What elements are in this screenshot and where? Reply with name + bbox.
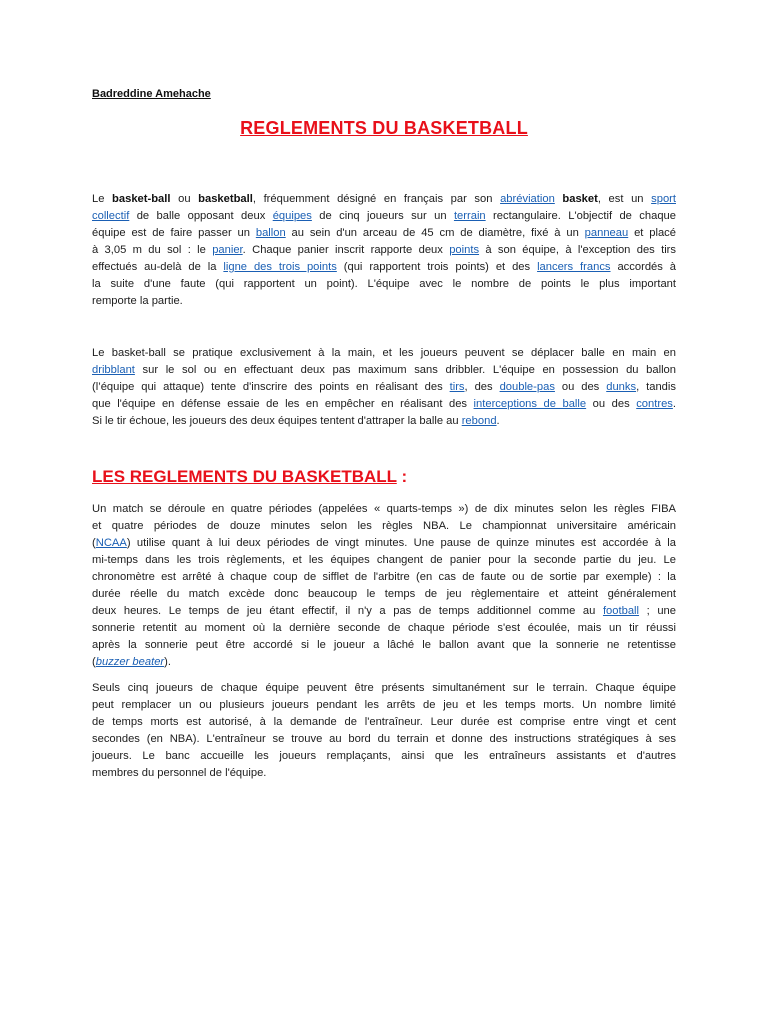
text-line: membres du personnel de l'équipe. bbox=[92, 767, 267, 779]
link-football[interactable]: football bbox=[602, 605, 640, 617]
players-paragraph bbox=[92, 680, 676, 782]
link-ballon[interactable]: ballon bbox=[255, 227, 286, 239]
intro-paragraph bbox=[92, 191, 676, 310]
text-line: Un match se déroule en quatre périodes (appelées « quarts-temps ») de dix minutes selon les règles FIBA bbox=[92, 503, 676, 515]
text-line: joueurs. Le banc accueille les joueurs remplaçants, ainsi que les entraîneurs assistants et d'autres bbox=[92, 750, 676, 762]
link-dunks[interactable]: dunks bbox=[606, 381, 637, 393]
text-line: à 3,05 m du sol : le panier. Chaque panier inscrit rapporte deux points à son équipe, à l'exception des tirs bbox=[92, 244, 676, 256]
link-points[interactable]: points bbox=[449, 244, 480, 256]
link-interceptions[interactable]: interceptions de balle bbox=[473, 398, 587, 410]
link-abreviation[interactable]: abréviation bbox=[500, 193, 555, 205]
text-line: durée réelle du match excède donc beaucoup le temps de jeu règlementaire et atteint généralement bbox=[92, 588, 676, 600]
text-line: Si le tir échoue, les joueurs des deux équipes tentent d'attraper la balle au rebond. bbox=[92, 415, 500, 427]
text-line: sonnerie retentit au moment où la dernière seconde de chaque période s'est écoulée, mais un tir réussi bbox=[92, 622, 676, 634]
text-line: secondes (en NBA). L'entraîneur se trouve au bord du terrain et donne des instructions stratégiques à ses bbox=[92, 733, 676, 745]
link-tirs[interactable]: tirs bbox=[449, 381, 465, 393]
text-line: effectués au-delà de la ligne des trois points (qui rapportent trois points) et des lancers francs accordés à bbox=[92, 261, 677, 273]
link-buzzer-beater[interactable]: buzzer beater bbox=[95, 656, 165, 668]
text-line: Seuls cinq joueurs de chaque équipe peuvent être présents simultanément sur le terrain. Chaque équipe bbox=[92, 682, 676, 694]
link-contres[interactable]: contres bbox=[636, 398, 673, 410]
link-lancers-francs[interactable]: lancers francs bbox=[537, 261, 611, 273]
text-line: et quatre périodes de douze minutes selon les règles NBA. Le championnat universitaire américain bbox=[92, 520, 676, 532]
text-line: la suite d'une faute (qui rapportent un point). L'équipe avec le nombre de points le plus important bbox=[92, 278, 676, 290]
section-heading: LES REGLEMENTS DU BASKETBALL : bbox=[92, 467, 408, 486]
author-name: Badreddine Amehache bbox=[92, 88, 211, 100]
link-dribblant[interactable]: dribblant bbox=[92, 364, 135, 376]
match-paragraph bbox=[92, 501, 676, 671]
text-line: deux heures. Le temps de jeu étant effectif, il n'y a pas de temps additionnel comme au football ; une bbox=[92, 605, 676, 617]
text-line: après la sonnerie peut être accordé si le joueur a lâché le ballon avant que la sonnerie ne retentisse bbox=[92, 639, 676, 651]
text-line: (NCAA) utilise quant à lui deux périodes de vingt minutes. Une pause de quinze minutes est accordée à la bbox=[92, 537, 676, 549]
link-panier[interactable]: panier bbox=[212, 244, 243, 256]
text-line: chronomètre est arrêté à chaque coup de sifflet de l'arbitre (en cas de faute ou de sortie par exemple) : la bbox=[92, 571, 676, 583]
text-line: peut remplacer un ou plusieurs joueurs pendant les arrêts de jeu et les temps morts. Un nombre limité bbox=[92, 699, 676, 711]
text-line: que l'équipe en défense essaie de les en empêcher en réalisant des interceptions de balle ou des contres. bbox=[92, 398, 676, 410]
text-line: de temps morts est autorisé, à la demande de l'entraîneur. Leur durée est comprise entre vingt et cent bbox=[92, 716, 676, 728]
text-line: mi-temps dans les trois règlements, et les équipes changent de panier pour la seconde partie du jeu. Le bbox=[92, 554, 676, 566]
link-rebond[interactable]: rebond bbox=[461, 415, 497, 427]
text-line: dribblant sur le sol ou en effectuant deux pas maximum sans dribbler. L'équipe en possession du ballon bbox=[92, 364, 676, 376]
link-terrain[interactable]: terrain bbox=[453, 210, 486, 222]
text-line: collectif de balle opposant deux équipes de cinq joueurs sur un terrain rectangulaire. L'objectif de chaque bbox=[92, 210, 676, 222]
text-line: Le basket-ball ou basketball, fréquemment désigné en français par son abréviation basket, est un sport bbox=[92, 193, 676, 205]
text-line: équipe est de faire passer un ballon au sein d'un arceau de 45 cm de diamètre, fixé à un panneau et placé bbox=[92, 227, 676, 239]
text-line: Le basket-ball se pratique exclusivement à la main, et les joueurs peuvent se déplacer balle en main en bbox=[92, 347, 676, 359]
link-sport-collectif[interactable]: collectif bbox=[92, 210, 130, 222]
link-ncaa[interactable]: NCAA bbox=[95, 537, 127, 549]
link-sport-collectif[interactable]: sport bbox=[651, 193, 676, 205]
link-equipes[interactable]: équipes bbox=[272, 210, 312, 222]
text-line: (l’équipe qui attaque) tente d'inscrire des points en réalisant des tirs, des double-pas ou des dunks, tandis bbox=[92, 381, 676, 393]
link-ligne-trois-points[interactable]: ligne des trois points bbox=[223, 261, 337, 273]
link-double-pas[interactable]: double-pas bbox=[499, 381, 555, 393]
text-line: (buzzer beater). bbox=[92, 656, 171, 668]
practice-paragraph bbox=[92, 345, 676, 430]
link-panneau[interactable]: panneau bbox=[584, 227, 629, 239]
page-title: REGLEMENTS DU BASKETBALL bbox=[240, 118, 528, 138]
text-line: remporte la partie. bbox=[92, 295, 183, 307]
